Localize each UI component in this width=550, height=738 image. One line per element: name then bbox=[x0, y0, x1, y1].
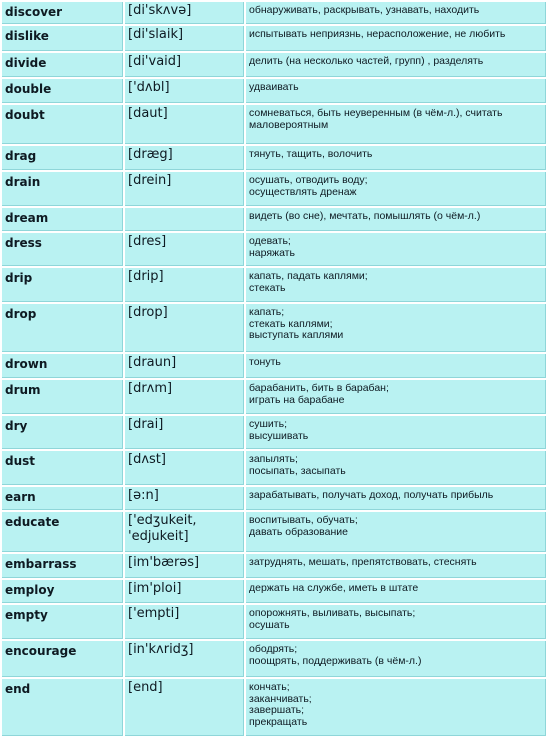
word-cell: drip bbox=[2, 268, 123, 302]
transcription-cell: [dres] bbox=[125, 233, 244, 266]
table-row bbox=[2, 451, 546, 485]
meaning-cell: удваивать bbox=[246, 79, 546, 103]
meaning-cell: затруднять, мешать, препятствовать, стеснять bbox=[246, 554, 546, 578]
transcription-cell: [dræg] bbox=[125, 146, 244, 170]
transcription-cell: [im'bærəs] bbox=[125, 554, 244, 578]
meaning-cell: сушить; высушивать bbox=[246, 416, 546, 449]
transcription-cell: [im'ploi] bbox=[125, 580, 244, 603]
transcription-cell: [drip] bbox=[125, 268, 244, 302]
transcription-cell: [in'kʌridʒ] bbox=[125, 641, 244, 677]
table-row bbox=[2, 53, 546, 77]
transcription-cell: [drai] bbox=[125, 416, 244, 449]
meaning-cell: запылять; посыпать, засыпать bbox=[246, 451, 546, 485]
meaning-cell: барабанить, бить в барабан; играть на барабане bbox=[246, 380, 546, 414]
transcription-cell: [end] bbox=[125, 679, 244, 736]
table-row bbox=[2, 146, 546, 170]
word-cell: double bbox=[2, 79, 123, 103]
meaning-cell: одевать; наряжать bbox=[246, 233, 546, 266]
meaning-cell: ободрять; поощрять, поддерживать (в чём-л.) bbox=[246, 641, 546, 677]
word-cell: earn bbox=[2, 487, 123, 510]
word-cell: dislike bbox=[2, 26, 123, 51]
word-cell: discover bbox=[2, 2, 123, 24]
table-row bbox=[2, 208, 546, 231]
meaning-cell: видеть (во сне), мечтать, помышлять (о чём-л.) bbox=[246, 208, 546, 231]
table-row bbox=[2, 26, 546, 51]
word-cell: drain bbox=[2, 172, 123, 206]
table-row bbox=[2, 580, 546, 603]
transcription-cell: [draun] bbox=[125, 354, 244, 378]
word-cell: dress bbox=[2, 233, 123, 266]
table-row bbox=[2, 105, 546, 144]
table-row bbox=[2, 512, 546, 552]
meaning-cell: испытывать неприязнь, нерасположение, не любить bbox=[246, 26, 546, 51]
meaning-cell: воспитывать, обучать; давать образование bbox=[246, 512, 546, 552]
transcription-cell: [di'skʌvə] bbox=[125, 2, 244, 24]
word-cell: drag bbox=[2, 146, 123, 170]
table-row bbox=[2, 554, 546, 578]
word-cell: drop bbox=[2, 304, 123, 352]
meaning-cell: сомневаться, быть неуверенным (в чём-л.), считать маловероятным bbox=[246, 105, 546, 144]
word-cell: encourage bbox=[2, 641, 123, 677]
word-cell: educate bbox=[2, 512, 123, 552]
meaning-cell: обнаруживать, раскрывать, узнавать, находить bbox=[246, 2, 546, 24]
meaning-cell: держать на службе, иметь в штате bbox=[246, 580, 546, 603]
table-row bbox=[2, 2, 546, 24]
word-cell: doubt bbox=[2, 105, 123, 144]
transcription-cell: ['edʒukeit, 'edjukeit] bbox=[125, 512, 244, 552]
transcription-cell: [di'vaid] bbox=[125, 53, 244, 77]
transcription-cell: [daut] bbox=[125, 105, 244, 144]
word-cell: employ bbox=[2, 580, 123, 603]
table-row bbox=[2, 233, 546, 266]
meaning-cell: осушать, отводить воду; осуществлять дренаж bbox=[246, 172, 546, 206]
table-row bbox=[2, 304, 546, 352]
vocabulary-table-body bbox=[2, 2, 546, 736]
meaning-cell: кончать; заканчивать; завершать; прекращать bbox=[246, 679, 546, 736]
table-row bbox=[2, 380, 546, 414]
table-row bbox=[2, 172, 546, 206]
meaning-cell: опорожнять, выливать, высыпать; осушать bbox=[246, 605, 546, 639]
table-row bbox=[2, 79, 546, 103]
table-row bbox=[2, 354, 546, 378]
transcription-cell: ['empti] bbox=[125, 605, 244, 639]
table-row bbox=[2, 679, 546, 736]
meaning-cell: капать, падать каплями; стекать bbox=[246, 268, 546, 302]
table-row bbox=[2, 416, 546, 449]
word-cell: drown bbox=[2, 354, 123, 378]
transcription-cell: [drein] bbox=[125, 172, 244, 206]
transcription-cell: ['dʌbl] bbox=[125, 79, 244, 103]
transcription-cell: [di'slaik] bbox=[125, 26, 244, 51]
table-row bbox=[2, 487, 546, 510]
meaning-cell: тянуть, тащить, волочить bbox=[246, 146, 546, 170]
meaning-cell: делить (на несколько частей, групп) , разделять bbox=[246, 53, 546, 77]
word-cell: dry bbox=[2, 416, 123, 449]
table-row bbox=[2, 605, 546, 639]
word-cell: dream bbox=[2, 208, 123, 231]
meaning-cell: тонуть bbox=[246, 354, 546, 378]
meaning-cell: зарабатывать, получать доход, получать прибыль bbox=[246, 487, 546, 510]
word-cell: divide bbox=[2, 53, 123, 77]
transcription-cell: [drop] bbox=[125, 304, 244, 352]
table-row bbox=[2, 641, 546, 677]
word-cell: drum bbox=[2, 380, 123, 414]
word-cell: dust bbox=[2, 451, 123, 485]
meaning-cell: капать; стекать каплями; выступать каплями bbox=[246, 304, 546, 352]
word-cell: embarrass bbox=[2, 554, 123, 578]
word-cell: empty bbox=[2, 605, 123, 639]
word-cell: end bbox=[2, 679, 123, 736]
transcription-cell: [dʌst] bbox=[125, 451, 244, 485]
transcription-cell: [ə:n] bbox=[125, 487, 244, 510]
transcription-cell: [drʌm] bbox=[125, 380, 244, 414]
transcription-cell bbox=[125, 208, 244, 231]
table-row bbox=[2, 268, 546, 302]
